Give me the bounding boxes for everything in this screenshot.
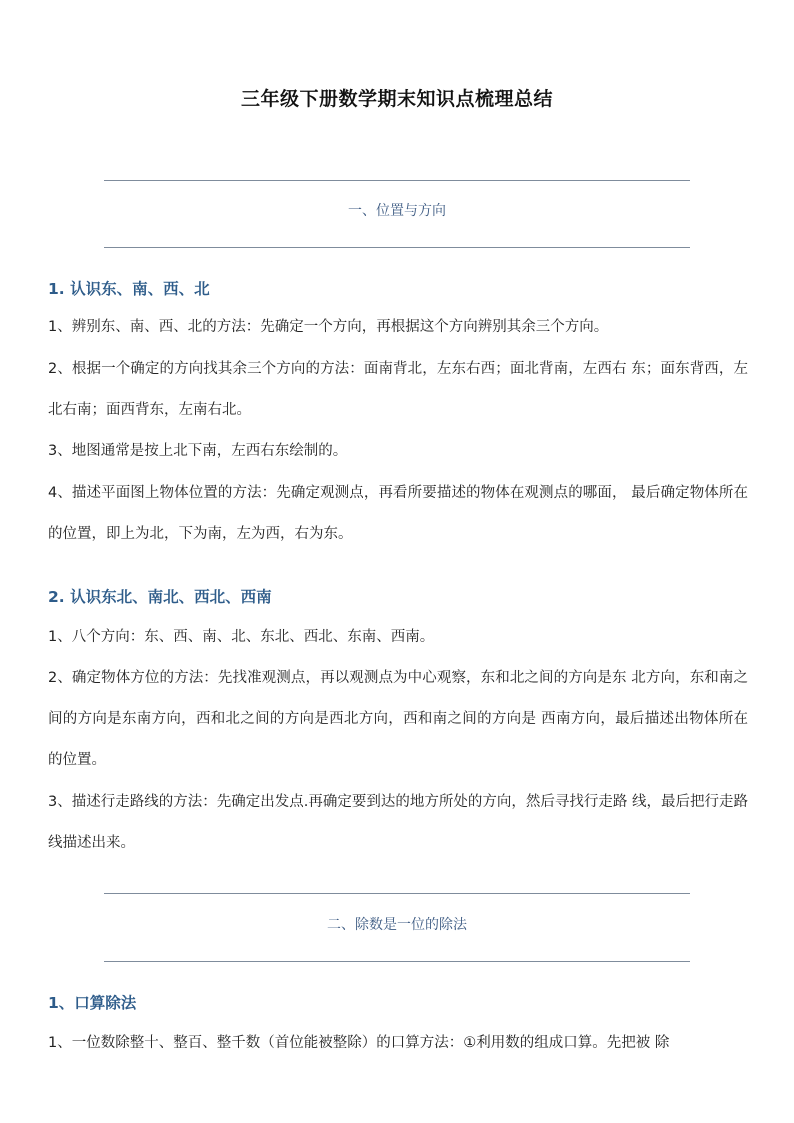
section-2-paragraph-1: 1、八个方向：东、西、南、北、东北、西北、东南、西南。 [48, 629, 435, 645]
section-1-paragraph-2: 2、根据一个确定的方向找其余三个方向的方法：面南背北，左东右西；面北背南，左西右 东；面东背西，左北右南；面西背东，左南右北。 [48, 361, 748, 418]
chapter-2-rule-bottom [104, 961, 690, 962]
section-1-paragraph-3: 3、地图通常是按上北下南，左西右东绘制的。 [48, 443, 348, 459]
section-1-paragraph-4: 4、描述平面图上物体位置的方法：先确定观测点，再看所要描述的物体在观测点的哪面， 最后确定物体所在的位置，即上为北，下为南，左为西，右为东。 [48, 485, 748, 542]
section-2-paragraph-2: 2、确定物体方位的方法：先找准观测点，再以观测点为中心观察，东和北之间的方向是东 北方向，东和南之间的方向是东南方向，西和北之间的方向是西北方向，西和南之间的方向是 西南方向，最后描述出物体所在的位置。 [48, 670, 748, 768]
chapter-1-rule-top [104, 180, 690, 181]
chapter-2-title: 二、除数是一位的除法 [327, 917, 467, 933]
chapter-2-rule-top [104, 893, 690, 894]
section-1-heading: 1. 认识东、南、西、北 [48, 280, 210, 298]
section-3-heading: 1、口算除法 [48, 994, 137, 1012]
section-2-paragraph-3: 3、描述行走路线的方法：先确定出发点.再确定要到达的地方所处的方向，然后寻找行走路 线，最后把行走路线描述出来。 [48, 794, 748, 851]
section-1-paragraph-1: 1、辨别东、南、西、北的方法：先确定一个方向，再根据这个方向辨别其余三个方向。 [48, 319, 609, 335]
chapter-1-rule-bottom [104, 247, 690, 248]
section-2-heading: 2. 认识东北、南北、西北、西南 [48, 588, 272, 606]
document-title: 三年级下册数学期末知识点梳理总结 [240, 88, 553, 110]
section-3-paragraph-1: 1、一位数除整十、整百、整千数（首位能被整除）的口算方法：①利用数的组成口算。先把被 除 [48, 1035, 670, 1051]
chapter-1-title: 一、位置与方向 [348, 203, 446, 219]
